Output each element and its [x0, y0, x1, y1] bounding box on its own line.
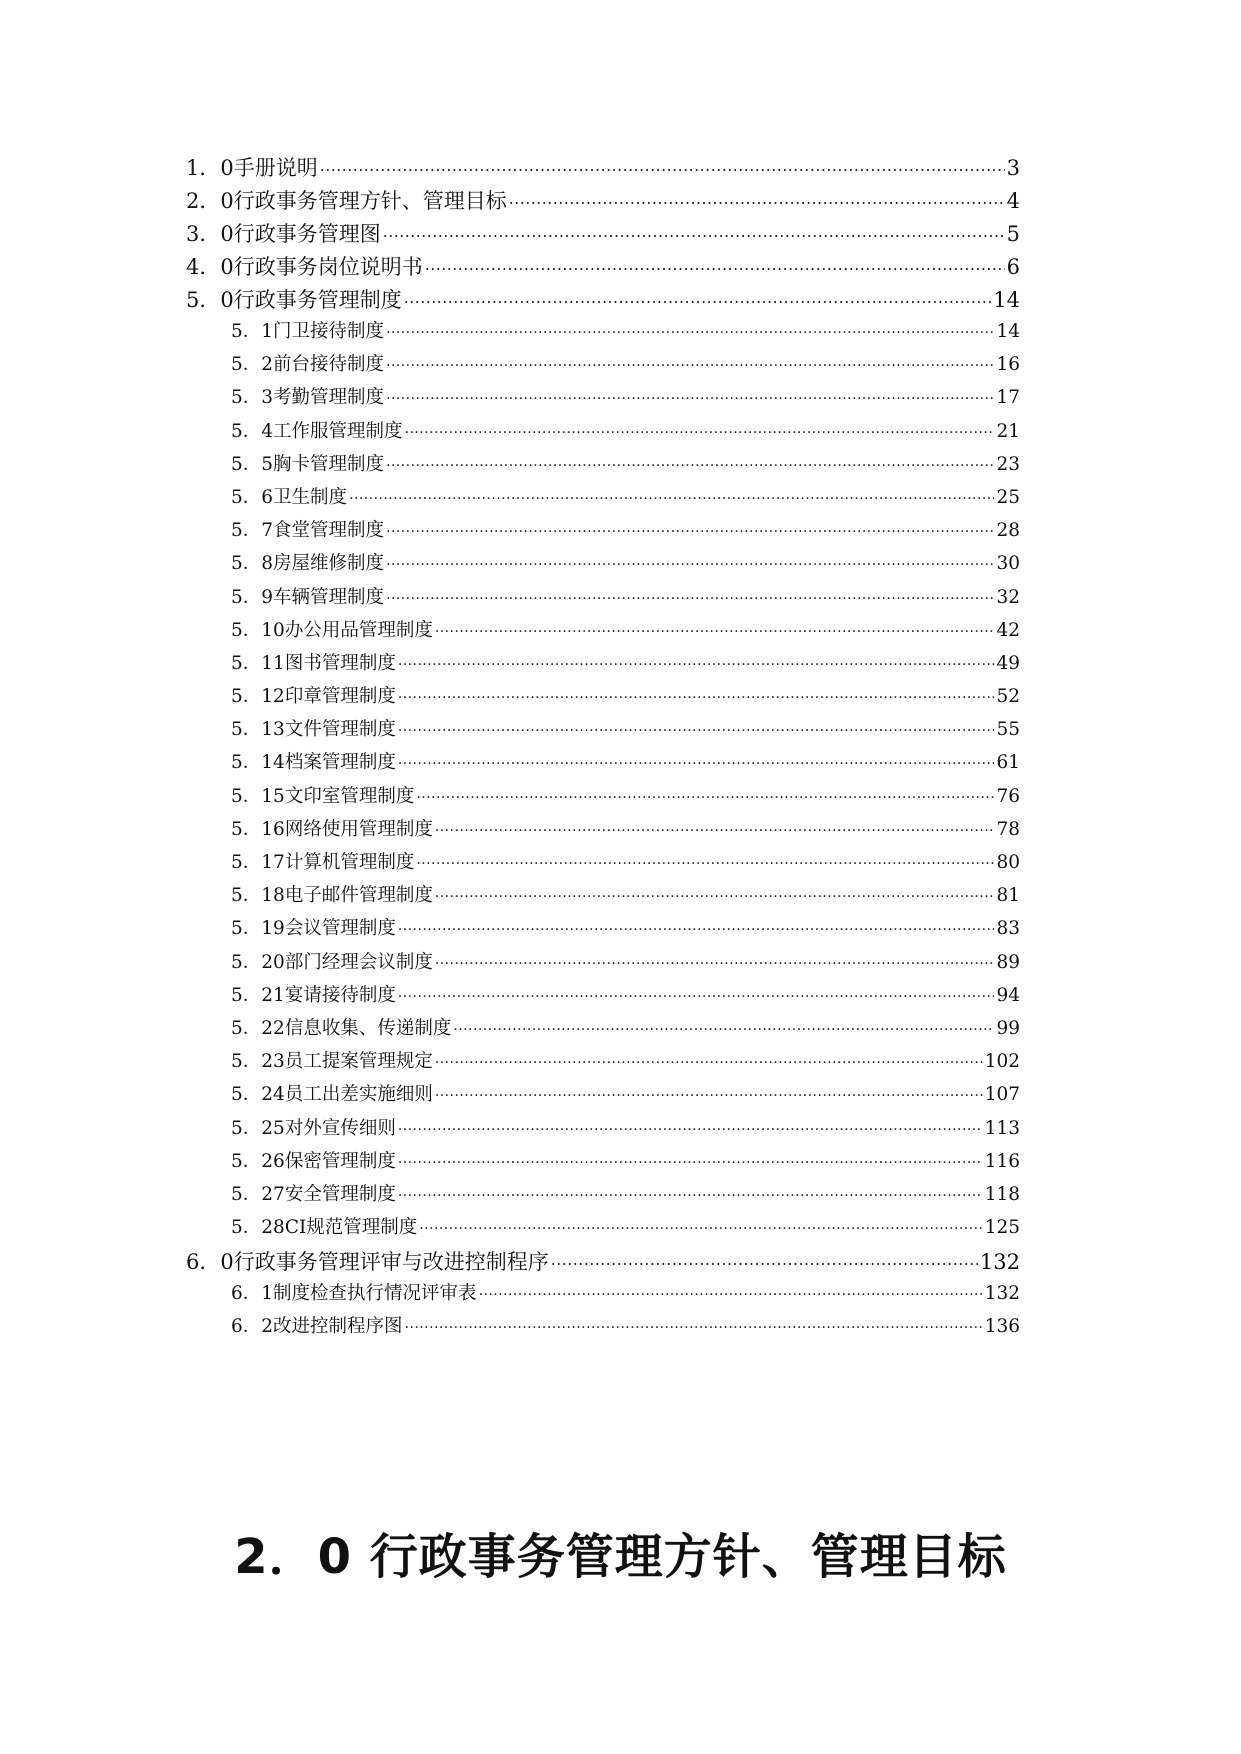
toc-subentry[interactable] — [186, 815, 1020, 848]
toc-entry-title: 部门经理会议制度 — [284, 951, 433, 973]
toc-entry[interactable] — [186, 218, 1020, 251]
toc-entry-page: 3 — [1006, 156, 1020, 180]
toc-entry-title: 门卫接待制度 — [273, 321, 385, 342]
toc-entry-title: 制度检查执行情况评审表 — [273, 1283, 477, 1305]
toc-entry-page: 132 — [979, 1250, 1020, 1275]
toc-subentry[interactable] — [186, 914, 1020, 947]
toc-entry-number: 5．15 — [231, 785, 285, 807]
toc-entry-page: 107 — [984, 1084, 1020, 1106]
toc-dot-leader — [398, 982, 995, 1001]
toc-entry-page: 4 — [1006, 189, 1020, 213]
toc-entry-title: 卫生制度 — [273, 486, 348, 508]
toc-entry-page: 32 — [996, 586, 1020, 608]
toc-entry-number: 5．0 — [186, 288, 234, 312]
toc-entry-number: 5．28 — [231, 1217, 285, 1239]
toc-dot-leader — [551, 1248, 978, 1269]
toc-entry-title: 手册说明 — [233, 156, 318, 180]
toc-entry-page: 17 — [996, 387, 1020, 409]
toc-subentry[interactable] — [186, 516, 1020, 549]
toc-entry-page: 116 — [984, 1150, 1020, 1172]
toc-entry-page: 76 — [996, 785, 1020, 807]
toc-subentry[interactable] — [186, 616, 1020, 649]
toc-entry-number: 3．0 — [186, 222, 234, 246]
toc-dot-leader — [398, 916, 995, 935]
toc-dot-leader — [405, 1314, 983, 1333]
toc-entry-number: 5．7 — [231, 520, 274, 542]
toc-entry-number: 5．20 — [231, 951, 285, 973]
toc-entry-page: 6 — [1006, 255, 1020, 279]
toc-entry-number: 5．3 — [231, 387, 274, 409]
toc-entry-page: 28 — [996, 520, 1020, 542]
toc-dot-leader — [386, 518, 994, 537]
toc-entry-title: 电子邮件管理制度 — [284, 885, 433, 907]
toc-subentry[interactable] — [186, 881, 1020, 914]
toc-entry-page: 30 — [996, 553, 1020, 575]
toc-entry-number: 5．25 — [231, 1117, 285, 1139]
toc-entry-title: 计算机管理制度 — [284, 852, 415, 873]
toc-dot-leader — [398, 650, 995, 669]
toc-subentry[interactable] — [186, 483, 1020, 516]
toc-entry[interactable] — [186, 251, 1020, 284]
toc-subentry[interactable] — [186, 1147, 1020, 1180]
toc-entry-title: 办公用品管理制度 — [284, 619, 433, 641]
toc-entry-page: 99 — [996, 1017, 1020, 1039]
toc-subentry[interactable] — [186, 1312, 1020, 1345]
toc-entry-number: 5．4 — [231, 420, 274, 442]
toc-entry-number: 5．11 — [231, 652, 285, 674]
toc-entry-title: 安全管理制度 — [284, 1183, 396, 1205]
toc-entry-title: 员工提案管理规定 — [284, 1051, 433, 1073]
toc-subentry[interactable] — [186, 383, 1020, 416]
toc-entry-title: CI规范管理制度 — [284, 1217, 418, 1239]
toc-entry-page: 81 — [996, 885, 1020, 907]
toc-dot-leader — [453, 1015, 994, 1034]
toc-entry-title: 对外宣传细则 — [284, 1117, 396, 1139]
toc-entry-number: 5．10 — [231, 619, 285, 641]
toc-subentry[interactable] — [186, 682, 1020, 715]
toc-entry-page: 42 — [996, 619, 1020, 641]
toc-subentry[interactable] — [186, 1180, 1020, 1213]
toc-entry-page: 102 — [984, 1051, 1020, 1073]
toc-dot-leader — [386, 385, 994, 404]
toc-dot-leader — [386, 451, 994, 470]
toc-dot-leader — [509, 187, 1005, 208]
toc-subentry[interactable] — [186, 715, 1020, 748]
toc-entry-page: 16 — [996, 354, 1020, 376]
toc-entry-title: 档案管理制度 — [284, 752, 396, 774]
toc-dot-leader — [419, 1215, 982, 1234]
toc-dot-leader — [398, 684, 995, 703]
toc-entry-number: 5．8 — [231, 553, 274, 575]
toc-entry-title: 房屋维修制度 — [273, 553, 385, 575]
toc-entry-page: 136 — [984, 1316, 1020, 1338]
toc-entry-title: 文件管理制度 — [284, 719, 396, 741]
toc-entry-number: 5．23 — [231, 1051, 285, 1073]
toc-dot-leader — [416, 783, 994, 802]
toc-dot-leader — [398, 750, 995, 769]
toc-entry-number: 6．2 — [231, 1316, 274, 1338]
toc-entry-page: 94 — [996, 984, 1020, 1006]
toc-entry-page: 5 — [1006, 222, 1020, 246]
toc-dot-leader — [479, 1281, 983, 1300]
toc-entry-number: 5．24 — [231, 1084, 285, 1106]
toc-entry-page: 14 — [996, 321, 1020, 342]
toc-entry-title: 员工出差实施细则 — [284, 1084, 433, 1106]
toc-entry-title: 宴请接待制度 — [284, 984, 396, 1006]
toc-entry-page: 25 — [996, 486, 1020, 508]
toc-dot-leader — [398, 717, 995, 736]
toc-entry-number: 5．26 — [231, 1150, 285, 1172]
toc-entry-number: 5．14 — [231, 752, 285, 774]
toc-entry-number: 5．13 — [231, 719, 285, 741]
toc-entry-number: 5．22 — [231, 1017, 285, 1039]
toc-entry-title: 改进控制程序图 — [273, 1316, 403, 1338]
toc-entry-page: 21 — [996, 420, 1020, 442]
toc-dot-leader — [435, 1082, 983, 1101]
toc-entry-number: 1．0 — [186, 156, 234, 180]
toc-subentry[interactable] — [186, 1213, 1020, 1246]
toc-dot-leader — [416, 850, 994, 869]
toc-entry-number: 4．0 — [186, 255, 234, 279]
toc-dot-leader — [383, 220, 1005, 241]
toc-entry[interactable] — [186, 1246, 1020, 1279]
toc-entry-number: 5．17 — [231, 852, 285, 873]
toc-entry-number: 5．1 — [231, 321, 274, 342]
toc-entry-number: 6．0 — [186, 1250, 234, 1275]
toc-dot-leader — [386, 551, 994, 570]
toc-entry-title: 行政事务管理方针、管理目标 — [233, 189, 507, 213]
toc-entry-title: 车辆管理制度 — [273, 586, 385, 608]
toc-entry-page: 78 — [996, 818, 1020, 840]
toc-dot-leader — [398, 1115, 983, 1134]
toc-entry-title: 信息收集、传递制度 — [284, 1017, 452, 1039]
toc-subentry[interactable] — [186, 317, 1020, 350]
toc-dot-leader — [386, 319, 994, 338]
toc-entry[interactable] — [186, 284, 1020, 317]
toc-entry-page: 14 — [993, 288, 1020, 312]
toc-entry-title: 印章管理制度 — [284, 686, 396, 708]
toc-entry-title: 会议管理制度 — [284, 918, 396, 940]
toc-subentry[interactable] — [186, 583, 1020, 616]
toc-subentry[interactable] — [186, 1080, 1020, 1113]
toc-entry-page: 23 — [996, 453, 1020, 475]
toc-entry-page: 55 — [996, 719, 1020, 741]
toc-entry-number: 5．12 — [231, 686, 285, 708]
toc-entry-page: 125 — [984, 1217, 1020, 1239]
toc-entry-number: 5．19 — [231, 918, 285, 940]
toc-dot-leader — [404, 286, 992, 307]
toc-subentry[interactable] — [186, 417, 1020, 450]
toc-subentry[interactable] — [186, 948, 1020, 981]
toc-entry-title: 前台接待制度 — [273, 354, 385, 376]
toc-dot-leader — [398, 1181, 983, 1200]
toc-dot-leader — [349, 484, 994, 503]
toc-entry-page: 118 — [984, 1183, 1020, 1205]
toc-subentry[interactable] — [186, 748, 1020, 781]
toc-subentry[interactable] — [186, 549, 1020, 582]
toc-entry-number: 5．5 — [231, 453, 274, 475]
toc-entry-page: 52 — [996, 686, 1020, 708]
toc-dot-leader — [435, 1049, 983, 1068]
toc-subentry[interactable] — [186, 782, 1020, 815]
toc-entry[interactable] — [186, 185, 1020, 218]
toc-entry-title: 网络使用管理制度 — [284, 818, 433, 840]
toc-subentry[interactable] — [186, 848, 1020, 881]
toc-dot-leader — [435, 883, 995, 902]
toc-entry-number: 5．16 — [231, 818, 285, 840]
toc-entry-page: 49 — [996, 652, 1020, 674]
toc-subentry[interactable] — [186, 1014, 1020, 1047]
toc-entry-title: 文印室管理制度 — [284, 785, 415, 807]
toc-subentry[interactable] — [186, 981, 1020, 1014]
toc-subentry[interactable] — [186, 649, 1020, 682]
toc-entry-page: 83 — [996, 918, 1020, 940]
toc-entry-title: 行政事务管理制度 — [233, 288, 402, 312]
toc-entry-title: 食堂管理制度 — [273, 520, 385, 542]
toc-entry-number: 5．2 — [231, 354, 274, 376]
toc-entry-number: 5．6 — [231, 486, 274, 508]
toc-dot-leader — [425, 253, 1005, 274]
toc-subentry[interactable] — [186, 1047, 1020, 1080]
toc-subentry[interactable] — [186, 1279, 1020, 1312]
toc-entry-number: 5．27 — [231, 1183, 285, 1205]
toc-dot-leader — [386, 584, 994, 603]
toc-entry-number: 6．1 — [231, 1283, 274, 1305]
toc-entry-page: 113 — [984, 1117, 1020, 1139]
toc-subentry[interactable] — [186, 350, 1020, 383]
table-of-contents — [186, 152, 1020, 1346]
toc-entry-title: 胸卡管理制度 — [273, 453, 385, 475]
toc-entry-title: 行政事务管理图 — [233, 222, 381, 246]
toc-entry-title: 行政事务岗位说明书 — [233, 255, 423, 279]
toc-entry-number: 2．0 — [186, 189, 234, 213]
toc-entry[interactable] — [186, 152, 1020, 185]
toc-dot-leader — [435, 617, 995, 636]
toc-entry-title: 考勤管理制度 — [273, 387, 385, 409]
toc-dot-leader — [398, 1148, 983, 1167]
toc-dot-leader — [320, 154, 1005, 175]
toc-entry-title: 保密管理制度 — [284, 1150, 396, 1172]
toc-dot-leader — [405, 418, 995, 437]
toc-entry-page: 89 — [996, 951, 1020, 973]
toc-entry-number: 5．21 — [231, 984, 285, 1006]
toc-subentry[interactable] — [186, 1114, 1020, 1147]
toc-entry-number: 5．9 — [231, 586, 274, 608]
section-heading: 2．0 行政事务管理方针、管理目标 — [234, 1529, 1007, 1585]
toc-subentry[interactable] — [186, 450, 1020, 483]
toc-dot-leader — [435, 949, 995, 968]
toc-dot-leader — [386, 352, 994, 371]
toc-entry-page: 61 — [996, 752, 1020, 774]
toc-entry-title: 工作服管理制度 — [273, 420, 403, 442]
toc-entry-title: 图书管理制度 — [284, 652, 396, 674]
toc-dot-leader — [435, 816, 995, 835]
toc-entry-page: 132 — [984, 1283, 1020, 1305]
toc-entry-page: 80 — [996, 852, 1020, 873]
toc-entry-title: 行政事务管理评审与改进控制程序 — [233, 1250, 549, 1275]
toc-entry-number: 5．18 — [231, 885, 285, 907]
